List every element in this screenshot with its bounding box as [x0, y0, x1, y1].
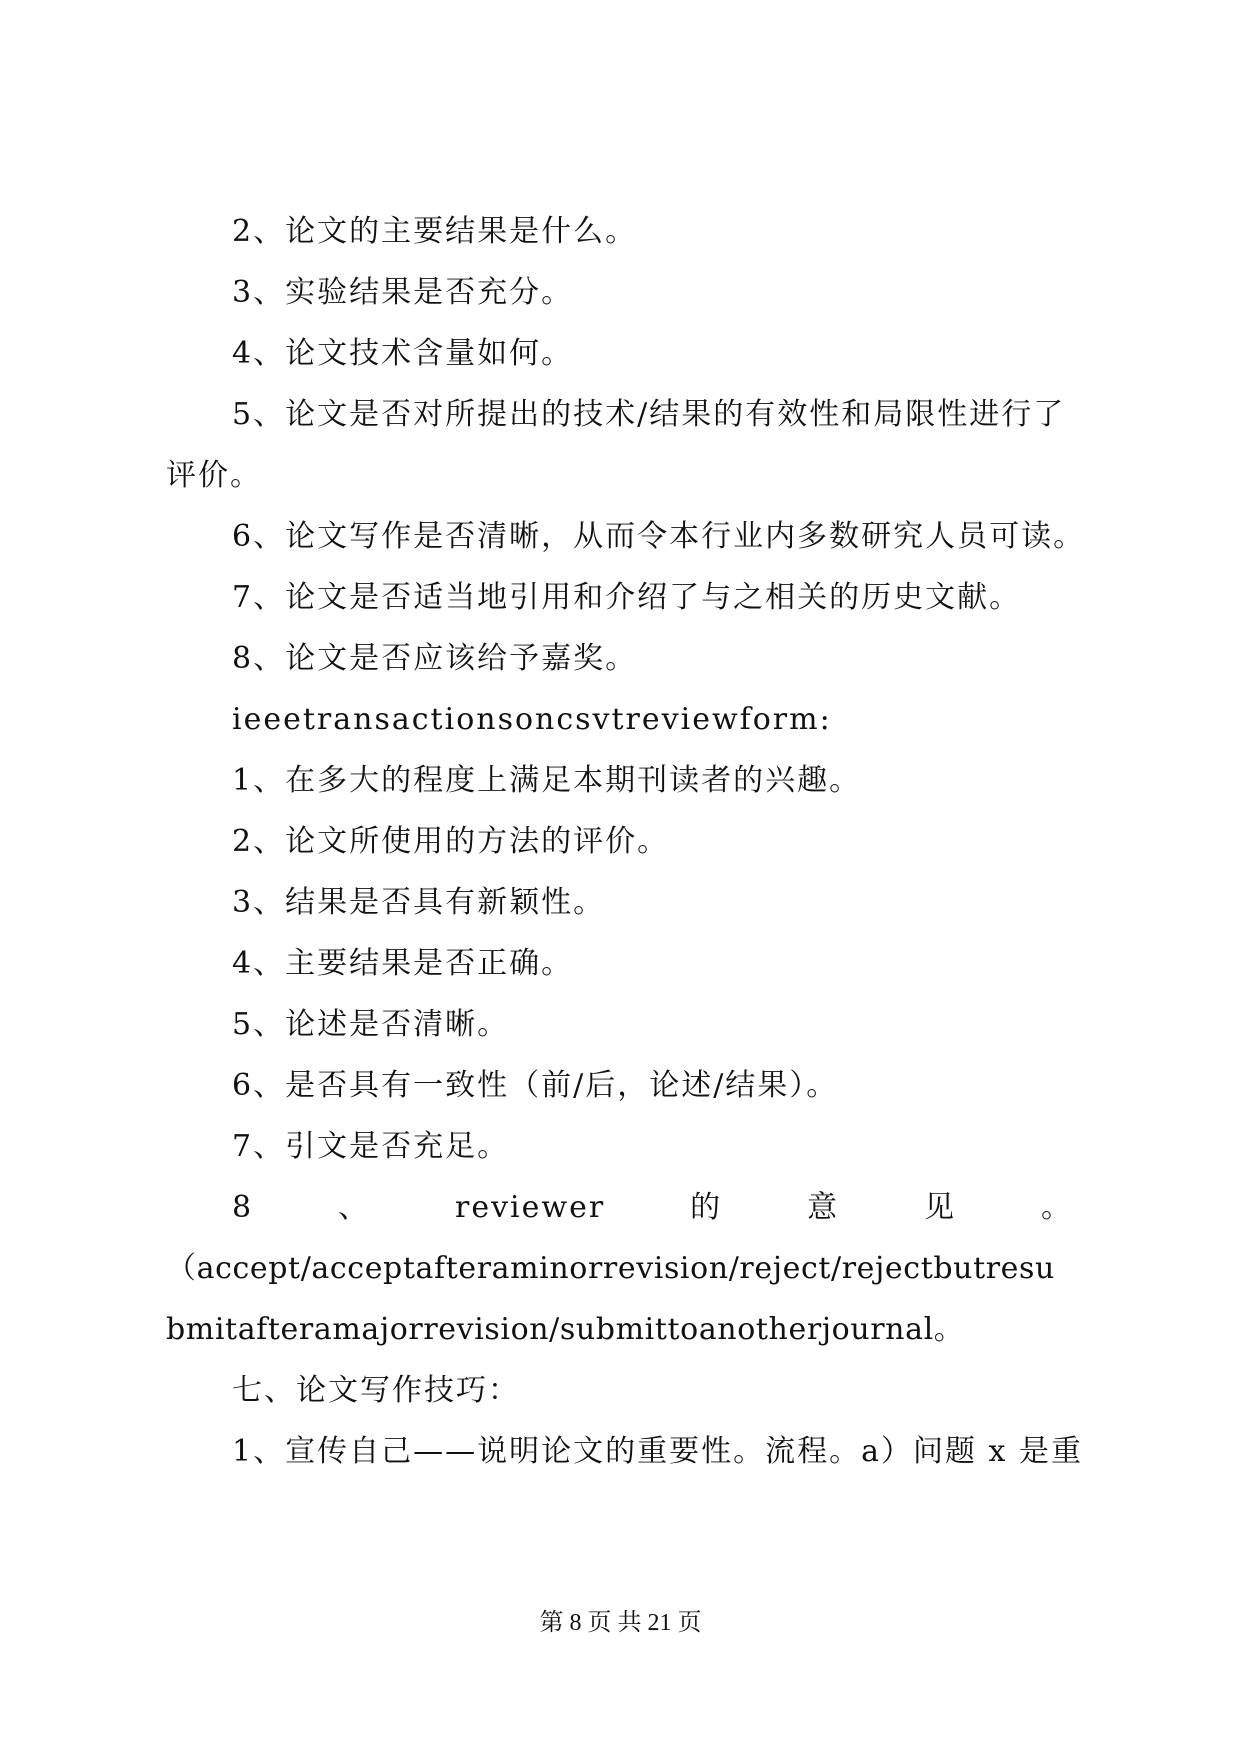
justified-line: [0, 1188, 1241, 1228]
text-line-11: 2、论文所使用的方法的评价。: [232, 824, 670, 859]
justified-token-2: 、: [338, 1190, 371, 1225]
text-line-1: 2、论文的主要结果是什么。: [232, 214, 638, 249]
justified-token-6: 见: [924, 1190, 957, 1225]
text-line-3: 4、论文技术含量如何。: [232, 336, 574, 371]
text-line-2: 3、实验结果是否充分。: [232, 275, 574, 310]
continuation-line-2: bmitafteramajorrevision/submittoanotherjournal。: [166, 1312, 965, 1347]
text-line-last: 1、宣传自己——说明论文的重要性。流程。a）问题 x 是重: [232, 1434, 1083, 1469]
text-line-5: 评价。: [166, 458, 262, 493]
justified-token-5: 意: [807, 1190, 840, 1225]
section-heading: 七、论文写作技巧：: [232, 1373, 520, 1408]
text-line-12: 3、结果是否具有新颖性。: [232, 885, 606, 920]
justified-token-4: 的: [690, 1190, 723, 1225]
text-line-13: 4、主要结果是否正确。: [232, 946, 574, 981]
text-line-6: 6、论文写作是否清晰，从而令本行业内多数研究人员可读。: [232, 519, 1086, 554]
text-line-9: ieeetransactionsoncsvtreviewform:: [232, 702, 832, 737]
text-line-10: 1、在多大的程度上满足本期刊读者的兴趣。: [232, 763, 862, 798]
text-line-16: 7、引文是否充足。: [232, 1129, 510, 1164]
text-line-7: 7、论文是否适当地引用和介绍了与之相关的历史文献。: [232, 580, 1022, 615]
text-line-14: 5、论述是否清晰。: [232, 1007, 510, 1042]
text-line-8: 8、论文是否应该给予嘉奖。: [232, 641, 638, 676]
justified-token-1: 8: [232, 1190, 254, 1225]
justified-token-3: reviewer: [455, 1190, 606, 1225]
text-line-4: 5、论文是否对所提出的技术/结果的有效性和局限性进行了: [232, 397, 1066, 432]
continuation-line-1: （accept/acceptafteraminorrevision/reject/rejectbutresu: [166, 1251, 1055, 1286]
page-footer: 第 8 页 共 21 页: [539, 1610, 702, 1636]
text-line-15: 6、是否具有一致性（前/后，论述/结果）。: [232, 1068, 839, 1103]
justified-token-7: 。: [1040, 1190, 1073, 1225]
